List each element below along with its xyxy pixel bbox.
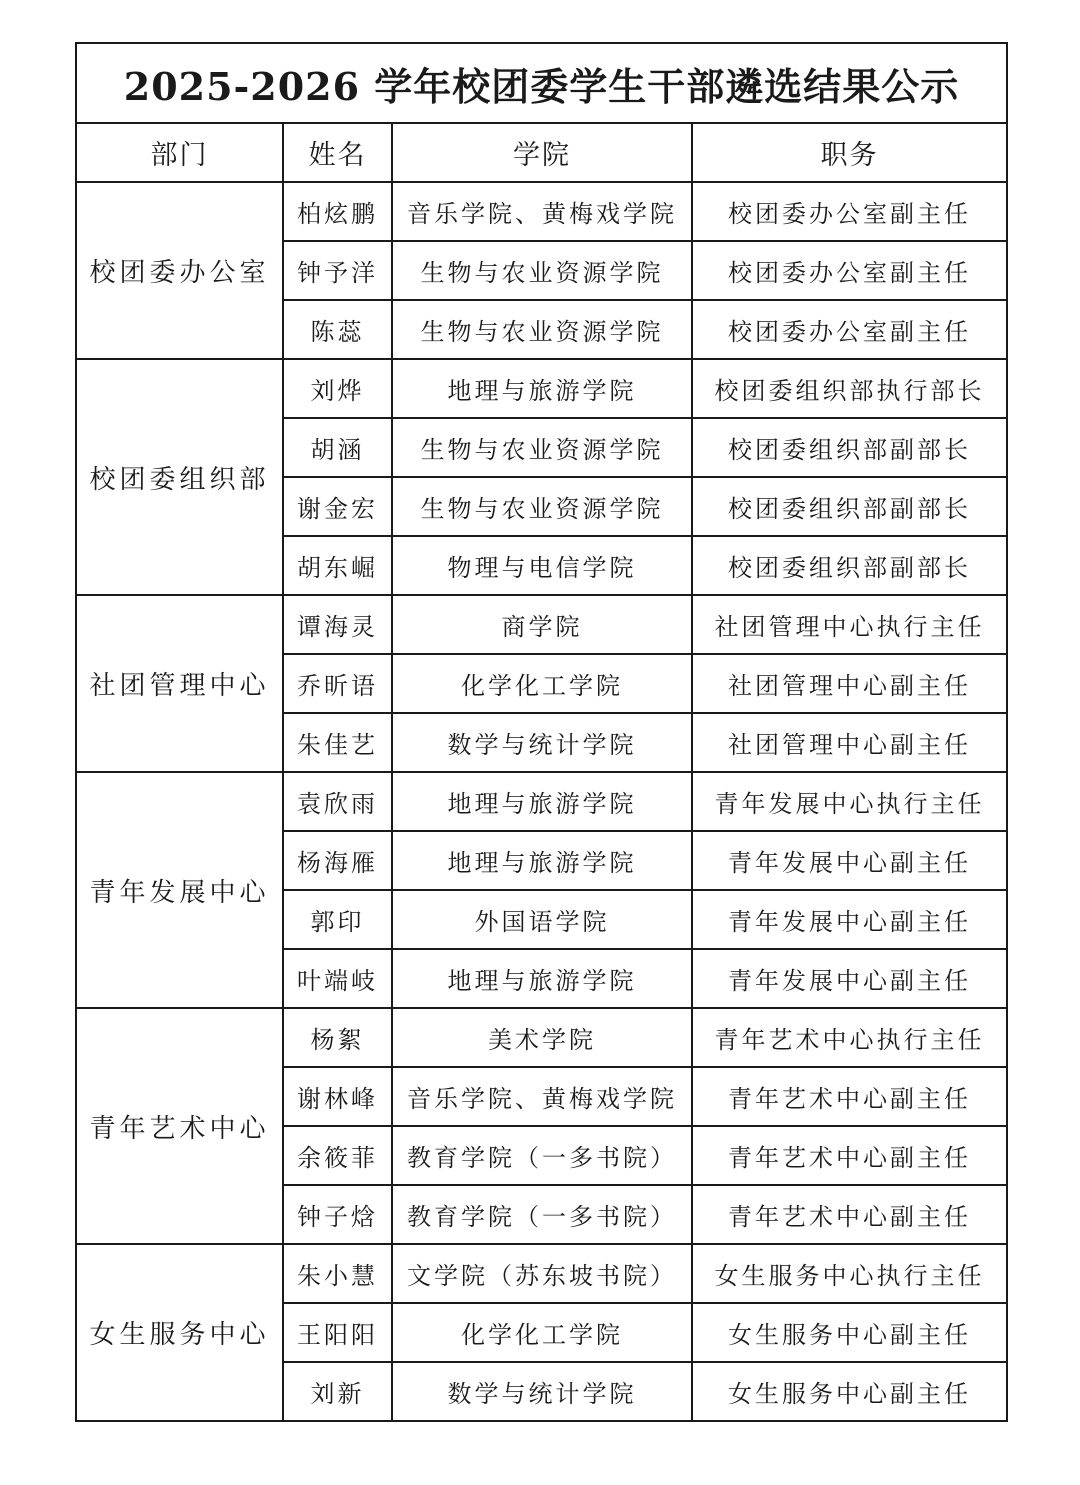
position-cell: 校团委组织部副部长: [692, 477, 1007, 536]
department-cell: 校团委办公室: [76, 182, 283, 359]
header-name: 姓名: [283, 123, 392, 182]
college-cell: 生物与农业资源学院: [392, 477, 692, 536]
position-cell: 青年发展中心执行主任: [692, 772, 1007, 831]
college-cell: 音乐学院、黄梅戏学院: [392, 1067, 692, 1126]
table-row: [76, 595, 1007, 654]
name-cell: 谢林峰: [283, 1067, 392, 1126]
college-cell: 地理与旅游学院: [392, 359, 692, 418]
roster-body: [76, 182, 1007, 1421]
position-cell: 青年艺术中心副主任: [692, 1185, 1007, 1244]
college-cell: 文学院（苏东坡书院）: [392, 1244, 692, 1303]
roster-table: [75, 42, 1008, 1422]
header-row: [76, 123, 1007, 182]
college-cell: 数学与统计学院: [392, 713, 692, 772]
position-cell: 青年艺术中心副主任: [692, 1067, 1007, 1126]
position-cell: 校团委组织部执行部长: [692, 359, 1007, 418]
college-cell: 地理与旅游学院: [392, 831, 692, 890]
department-cell: 青年发展中心: [76, 772, 283, 1008]
name-cell: 郭印: [283, 890, 392, 949]
table-row: [76, 772, 1007, 831]
table-row: [76, 1008, 1007, 1067]
name-cell: 柏炫鹏: [283, 182, 392, 241]
name-cell: 钟子焓: [283, 1185, 392, 1244]
college-cell: 数学与统计学院: [392, 1362, 692, 1421]
name-cell: 余筱菲: [283, 1126, 392, 1185]
position-cell: 社团管理中心副主任: [692, 654, 1007, 713]
table-row: [76, 359, 1007, 418]
department-cell: 女生服务中心: [76, 1244, 283, 1421]
college-cell: 音乐学院、黄梅戏学院: [392, 182, 692, 241]
position-cell: 青年艺术中心副主任: [692, 1126, 1007, 1185]
college-cell: 地理与旅游学院: [392, 772, 692, 831]
table-row: [76, 1244, 1007, 1303]
position-cell: 校团委办公室副主任: [692, 300, 1007, 359]
name-cell: 杨絮: [283, 1008, 392, 1067]
position-cell: 校团委办公室副主任: [692, 182, 1007, 241]
page-title: 2025-2026 学年校团委学生干部遴选结果公示: [76, 43, 1007, 123]
department-cell: 校团委组织部: [76, 359, 283, 595]
department-cell: 青年艺术中心: [76, 1008, 283, 1244]
name-cell: 谢金宏: [283, 477, 392, 536]
name-cell: 朱小慧: [283, 1244, 392, 1303]
college-cell: 生物与农业资源学院: [392, 241, 692, 300]
position-cell: 校团委组织部副部长: [692, 418, 1007, 477]
college-cell: 生物与农业资源学院: [392, 300, 692, 359]
name-cell: 钟予洋: [283, 241, 392, 300]
name-cell: 杨海雁: [283, 831, 392, 890]
college-cell: 化学化工学院: [392, 654, 692, 713]
position-cell: 青年发展中心副主任: [692, 831, 1007, 890]
position-cell: 青年发展中心副主任: [692, 890, 1007, 949]
position-cell: 女生服务中心副主任: [692, 1362, 1007, 1421]
college-cell: 商学院: [392, 595, 692, 654]
name-cell: 袁欣雨: [283, 772, 392, 831]
name-cell: 陈蕊: [283, 300, 392, 359]
name-cell: 王阳阳: [283, 1303, 392, 1362]
position-cell: 女生服务中心副主任: [692, 1303, 1007, 1362]
roster-sheet: [75, 42, 1006, 1422]
title-row: [76, 43, 1007, 123]
name-cell: 谭海灵: [283, 595, 392, 654]
position-cell: 女生服务中心执行主任: [692, 1244, 1007, 1303]
college-cell: 生物与农业资源学院: [392, 418, 692, 477]
header-department: 部门: [76, 123, 283, 182]
college-cell: 美术学院: [392, 1008, 692, 1067]
college-cell: 教育学院（一多书院）: [392, 1185, 692, 1244]
department-cell: 社团管理中心: [76, 595, 283, 772]
table-row: [76, 182, 1007, 241]
header-college: 学院: [392, 123, 692, 182]
college-cell: 地理与旅游学院: [392, 949, 692, 1008]
college-cell: 外国语学院: [392, 890, 692, 949]
header-position: 职务: [692, 123, 1007, 182]
name-cell: 乔昕语: [283, 654, 392, 713]
position-cell: 校团委组织部副部长: [692, 536, 1007, 595]
name-cell: 胡涵: [283, 418, 392, 477]
position-cell: 青年艺术中心执行主任: [692, 1008, 1007, 1067]
name-cell: 刘新: [283, 1362, 392, 1421]
name-cell: 叶端岐: [283, 949, 392, 1008]
position-cell: 青年发展中心副主任: [692, 949, 1007, 1008]
college-cell: 物理与电信学院: [392, 536, 692, 595]
name-cell: 刘烨: [283, 359, 392, 418]
position-cell: 社团管理中心执行主任: [692, 595, 1007, 654]
position-cell: 校团委办公室副主任: [692, 241, 1007, 300]
college-cell: 教育学院（一多书院）: [392, 1126, 692, 1185]
position-cell: 社团管理中心副主任: [692, 713, 1007, 772]
name-cell: 胡东崛: [283, 536, 392, 595]
name-cell: 朱佳艺: [283, 713, 392, 772]
college-cell: 化学化工学院: [392, 1303, 692, 1362]
